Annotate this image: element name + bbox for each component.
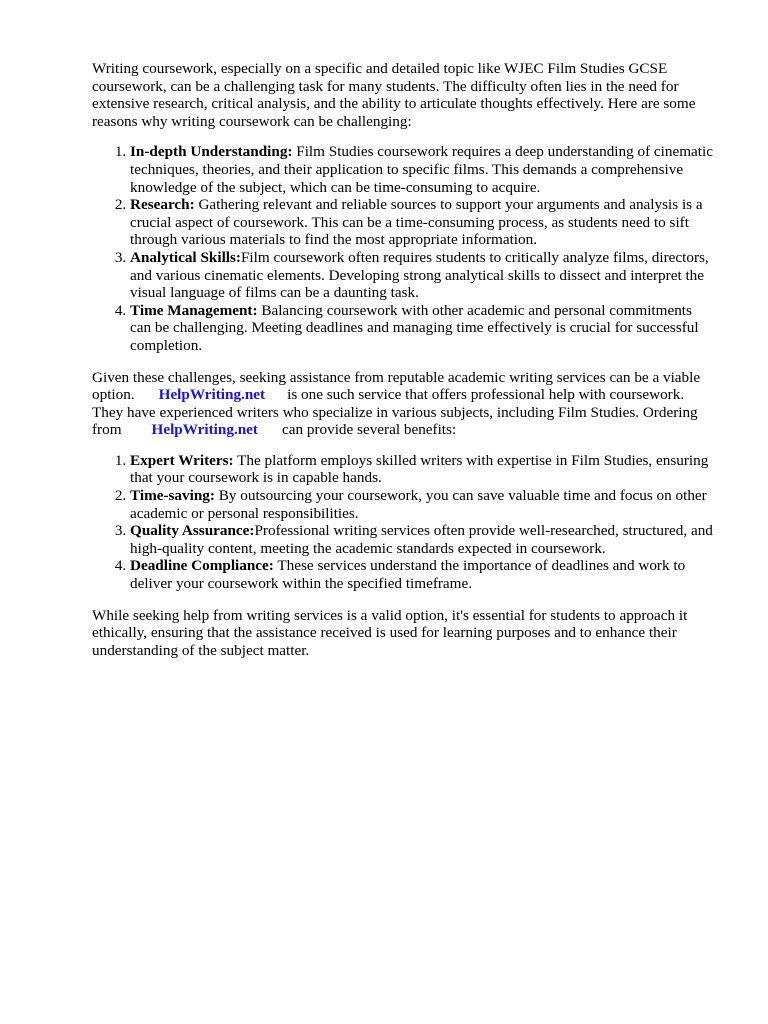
services-paragraph xyxy=(92,369,714,439)
document-page xyxy=(92,60,714,659)
list-item xyxy=(130,196,714,249)
list-item xyxy=(130,557,714,592)
list-item-term: Research: xyxy=(130,196,195,214)
list-item-term: Time Management: xyxy=(130,301,258,319)
list-item-text: By outsourcing your coursework, you can save valuable time and focus on other academic or personal responsibilities. xyxy=(130,487,707,522)
list-item-term: Time-saving: xyxy=(130,487,215,505)
list-item-text: Gathering relevant and reliable sources to support your arguments and analysis is a crucial aspect of coursework. This can be a time-consuming process, as students need to sift through various materials to find the most appropriate information. xyxy=(130,196,703,249)
services-text-1: Given these challenges, seeking assistance from reputable academic writing services can be a viable option. xyxy=(92,368,701,404)
list-item-term: Deadline Compliance: xyxy=(130,557,274,575)
list-item-term: In-depth Understanding: xyxy=(130,143,293,161)
services-text-3: can provide several benefits: xyxy=(282,421,457,439)
benefits-list xyxy=(92,452,714,593)
list-item-text: Balancing coursework with other academic and personal commitments can be challenging. Meeting deadlines and managing time effectively is crucial for successful completion. xyxy=(130,301,699,354)
list-item xyxy=(130,522,714,557)
helpwriting-link[interactable]: HelpWriting.net xyxy=(151,421,258,439)
list-item xyxy=(130,302,714,355)
helpwriting-link[interactable]: HelpWriting.net xyxy=(158,386,266,404)
closing-paragraph: While seeking help from writing services is a valid option, it's essential for students to approach it ethically, ensuring that the assistance received is used for learning purposes and to enhance their understanding of the subject matter. xyxy=(92,606,688,659)
list-item xyxy=(130,487,714,522)
intro-paragraph: Writing coursework, especially on a specific and detailed topic like WJEC Film Studies GCSE coursework, can be a challenging task for many students. The difficulty often lies in the need for extensive research, critical analysis, and the ability to articulate thoughts effectively. Here are some reasons why writing coursework can be challenging: xyxy=(92,60,696,130)
services-text-2: is one such service that offers professional help with coursework. They have experienced writers who specialize in various subjects, including Film Studies. Ordering from xyxy=(92,386,698,439)
list-item-term: Expert Writers: xyxy=(130,451,234,469)
challenges-list xyxy=(92,143,714,354)
list-item xyxy=(130,143,714,196)
list-item-text: The platform employs skilled writers with expertise in Film Studies, ensuring that your coursework is in capable hands. xyxy=(130,451,709,487)
list-item-term: Analytical Skills: xyxy=(130,248,241,266)
list-item xyxy=(130,249,714,302)
list-item-term: Quality Assurance: xyxy=(130,522,255,540)
list-item-text: These services understand the importance of deadlines and work to deliver your coursework within the specified timeframe. xyxy=(130,557,686,593)
list-item xyxy=(130,452,714,487)
list-item-text: Film coursework often requires students to critically analyze films, directors, and various cinematic elements. Developing strong analytical skills to dissect and interpret the visual language of films can be a daunting task. xyxy=(130,248,709,302)
list-item-text: Professional writing services often provide well-researched, structured, and high-quality content, meeting the academic standards expected in coursework. xyxy=(130,522,713,557)
list-item-text: Film Studies coursework requires a deep understanding of cinematic techniques, theories, and their application to specific films. This demands a comprehensive knowledge of the subject, which can be time-consuming to acquire. xyxy=(130,143,713,196)
